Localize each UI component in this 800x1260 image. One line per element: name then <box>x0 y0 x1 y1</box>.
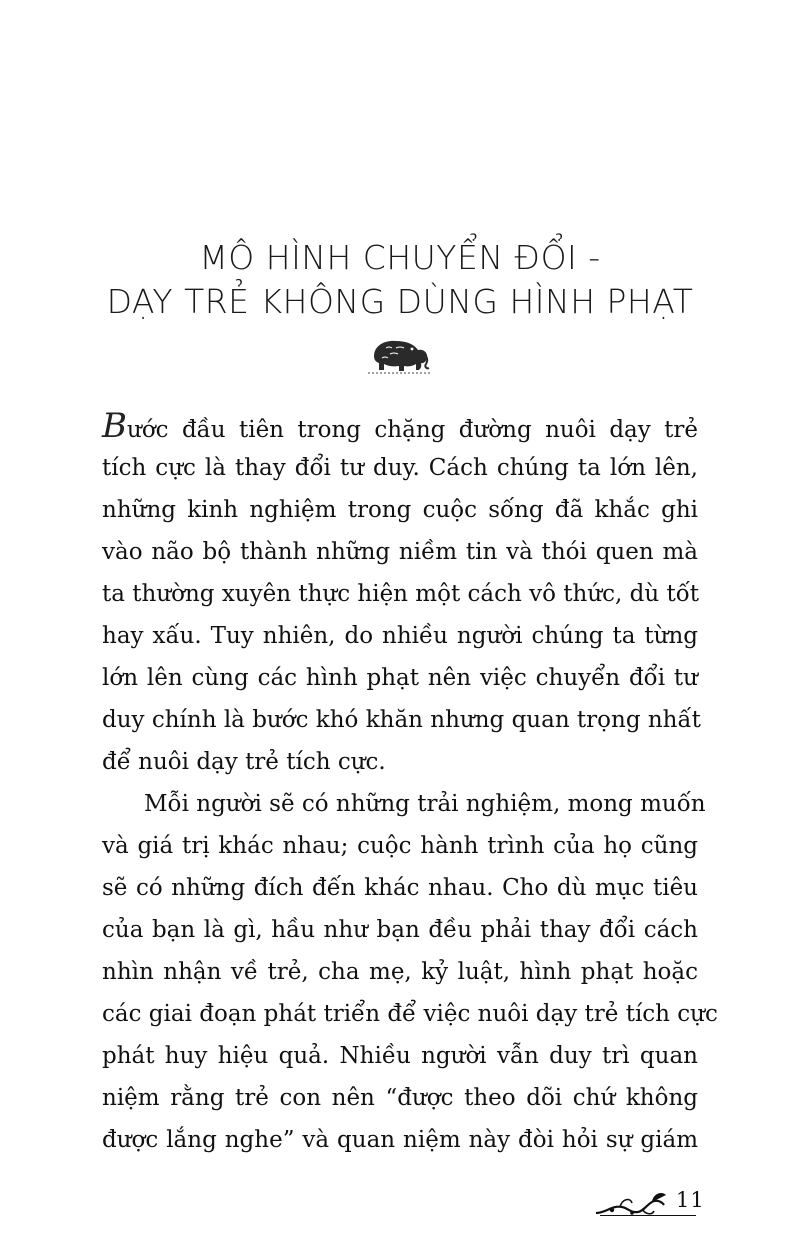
drop-cap: B <box>102 406 127 446</box>
paragraph-2-line: của bạn là gì, hầu như bạn đều phải thay đổi cách <box>102 917 698 943</box>
paragraph-1-line: lớn lên cùng các hình phạt nên việc chuyển đổi tư <box>102 665 698 691</box>
paragraph-1-line: duy chính là bước khó khăn nhưng quan trọng nhất <box>102 707 701 733</box>
paragraph-1 <box>102 405 701 783</box>
paragraph-2-line: được lắng nghe” và quan niệm này đòi hỏi sự giám <box>102 1127 698 1153</box>
paragraph-1-line: vào não bộ thành những niềm tin và thói quen mà <box>102 539 698 565</box>
paragraph-2 <box>102 783 718 1161</box>
paragraph-1-line: tích cực là thay đổi tư duy. Cách chúng ta lớn lên, <box>102 455 698 481</box>
paragraph-2-line: niệm rằng trẻ con nên “được theo dõi chứ không <box>102 1085 698 1111</box>
page-number: 11 <box>676 1188 705 1212</box>
paragraph-1-line: hay xấu. Tuy nhiên, do nhiều người chúng ta từng <box>102 623 698 649</box>
line-text: ước đầu tiên trong chặng đường nuôi dạy trẻ <box>127 417 698 443</box>
paragraph-2-line: nhìn nhận về trẻ, cha mẹ, kỷ luật, hình phạt hoặc <box>102 959 698 985</box>
chapter-title-line-2: DẠY TRẺ KHÔNG DÙNG HÌNH PHẠT <box>106 282 694 321</box>
paragraph-1-line: những kinh nghiệm trong cuộc sống đã khắc ghi <box>102 497 698 523</box>
paragraph-2-line: các giai đoạn phát triển để việc nuôi dạy trẻ tích cực <box>102 1001 718 1027</box>
elephant-ornament-icon <box>366 334 432 376</box>
paragraph-2-line: sẽ có những đích đến khác nhau. Cho dù mục tiêu <box>102 875 698 901</box>
chapter-title-line-1: MÔ HÌNH CHUYỂN ĐỔI - <box>199 238 601 277</box>
footer-rule <box>600 1215 696 1216</box>
paragraph-2-line: và giá trị khác nhau; cuộc hành trình của họ cũng <box>102 833 698 859</box>
paragraph-2-line-1: Mỗi người sẽ có những trải nghiệm, mong muốn <box>144 791 706 817</box>
paragraph-1-line-1 <box>102 405 698 447</box>
paragraph-2-line: phát huy hiệu quả. Nhiều người vẫn duy trì quan <box>102 1043 698 1069</box>
paragraph-1-line-last: để nuôi dạy trẻ tích cực. <box>102 749 386 775</box>
paragraph-1-line: ta thường xuyên thực hiện một cách vô thức, dù tốt <box>102 581 700 607</box>
